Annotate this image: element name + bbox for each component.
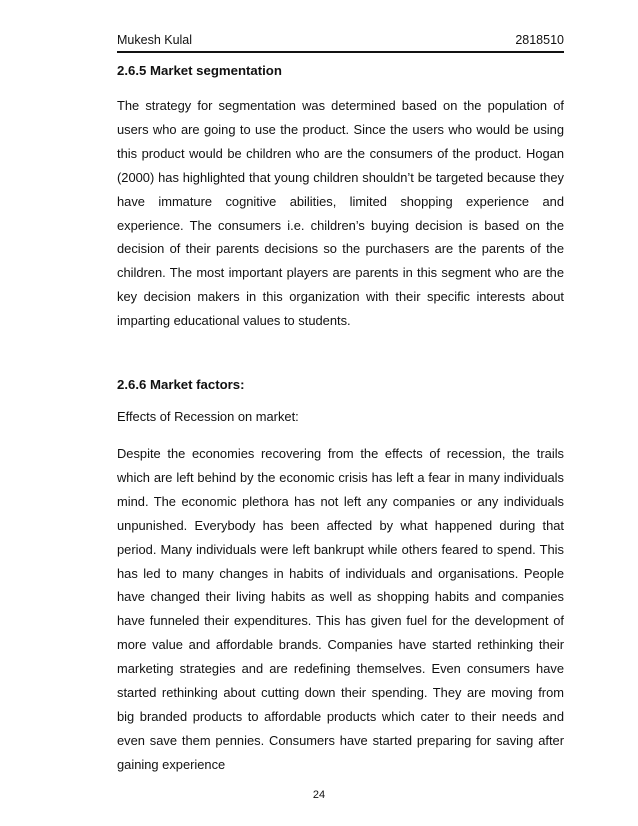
section-market-factors	[117, 376, 564, 777]
section-heading: 2.6.6 Market factors:	[117, 377, 245, 393]
section-subheading: Effects of Recession on market:	[117, 409, 299, 425]
body-paragraph: The strategy for segmentation was determined based on the population of users who are going to use the product. Since the users who would be using this product would be children who are the consumers of the product. Hogan (2000) has highlighted that young children shouldn’t be targeted because they have immature cognitive abilities, limited shopping experience and experience. The consumers i.e. children’s buying decision is based on the decision of their parents decisions so the purchasers are the parents of the children. The most important players are parents in this segment who are the key decision makers in this organization with their specific interests about imparting educational values to students.	[117, 98, 564, 329]
page-number: 24	[312, 789, 326, 801]
section-market-segmentation	[117, 62, 564, 333]
header-student-id: 2818510	[515, 33, 564, 47]
section-heading: 2.6.5 Market segmentation	[117, 63, 282, 78]
document-body	[117, 62, 564, 777]
header-author: Mukesh Kulal	[117, 33, 193, 47]
body-paragraph: Despite the economies recovering from the effects of recession, the trails which are left behind by the economic crisis has left a fear in many individuals mind. The economic plethora has not left any companies or any individuals unpunished. Everybody has been affected by what happened during that period. Many individuals were left bankrupt while others feared to spend. This has led to many changes in habits of individuals and organisations. People have changed their living habits as well as shopping habits and companies have funneled their expenditures. This has given fuel for the development of more value and affordable brands. Companies have started rethinking their marketing strategies and are redefining themselves. Even consumers have started rethinking about cutting down their spending. They are moving from big branded products to affordable products which cater to their needs and even save them pennies. Consumers have started preparing for saving after gaining experience	[117, 445, 564, 772]
header-divider	[117, 51, 564, 53]
page-header	[117, 33, 564, 53]
